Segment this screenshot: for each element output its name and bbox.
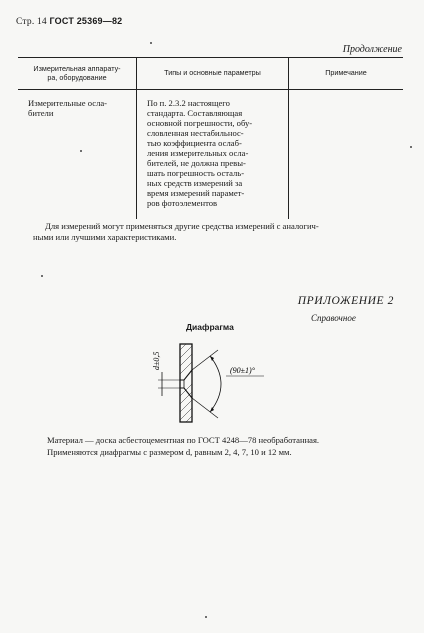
page-header: [16, 16, 122, 27]
material-paragraph: Материал — доска асбестоцементная по ГОСТ 4248—78 необработанная. Применяются диафрагмы с размером d, равным 2, 4, 7, 10 и 12 мм.: [47, 435, 320, 457]
scan-speck: [150, 42, 152, 44]
column-header-note: Примечание: [289, 58, 404, 90]
appendix-title: ПРИЛОЖЕНИЕ 2: [297, 295, 394, 307]
appendix-subtitle: Справочное: [311, 313, 356, 323]
diaphragm-drawing: [140, 336, 280, 428]
angle-label: (90±1)°: [230, 366, 255, 375]
standard-number: ГОСТ 25369—82: [49, 16, 123, 26]
page-number: Стр. 14: [16, 17, 47, 27]
hole-upper-edge: [180, 370, 192, 380]
equipment-table: [18, 57, 403, 219]
scan-speck: [205, 616, 207, 618]
table-row: [18, 90, 403, 220]
cone-line-upper: [192, 350, 218, 370]
cell-equipment: Измерительные осла- бители: [28, 98, 108, 119]
dimension-d-label: d±0,5: [152, 351, 161, 370]
diagram-title: Диафрагма: [186, 322, 234, 332]
column-header-parameters: Типы и основные параметры: [137, 58, 289, 90]
cone-line-lower: [192, 398, 218, 418]
continuation-label: Продолжение: [342, 44, 402, 55]
section-hatching: [180, 344, 192, 422]
angle-arc: [210, 356, 221, 412]
scan-speck: [80, 150, 82, 152]
cell-parameters: По п. 2.3.2 настоящего стандарта. Составляющая основной погрешности, обу- словленная нестабильнос- тью коэффициента ослаб- ления измерительных осла- бителей, не должна превы- шать погрешность осталь- ных средств измерений за время измерений парамет- ров фотоэлементов: [137, 90, 289, 220]
column-header-equipment: Измерительная аппарату- ра, оборудование: [18, 58, 137, 90]
table-header-row: [18, 58, 403, 90]
scan-speck: [410, 146, 412, 148]
hole-lower-edge: [180, 388, 192, 398]
scan-speck: [41, 275, 43, 277]
paragraph-other-instruments: Для измерений могут применяться другие средства измерений с аналогич- ными или лучшими характеристиками.: [33, 221, 319, 243]
cell-note: [289, 90, 404, 220]
